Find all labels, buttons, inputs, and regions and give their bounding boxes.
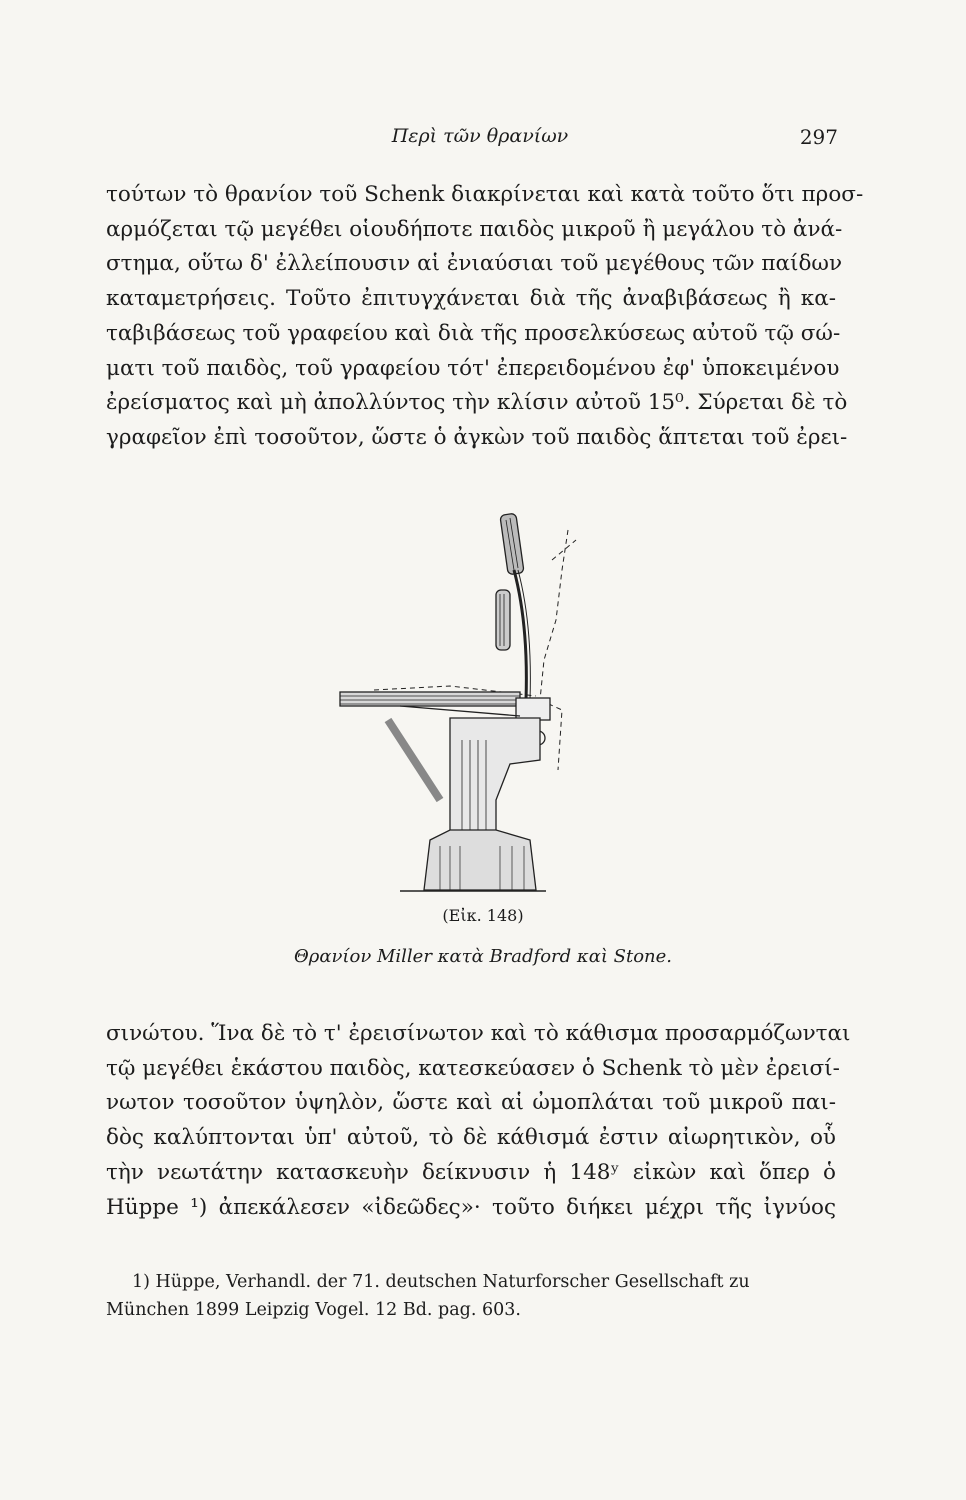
text-line: καταμετρήσεις. Τοῦτο ἐπιτυγχάνεται διὰ τῆς ἀναβιβάσεως ἢ κα- — [106, 286, 836, 312]
text-line: τὴν νεωτάτην κατασκευὴν δείκνυσιν ἡ 148ʸ εἰκὼν καὶ ὅπερ ὁ — [106, 1159, 836, 1185]
school-bench-illustration — [300, 500, 600, 900]
text-line: ματι τοῦ παιδὸς, τοῦ γραφείου τότ' ἐπερειδομένου ἐφ' ὑποκειμένου — [106, 355, 840, 381]
text-line: ἐρείσματος καὶ μὴ ἀπολλύντος τὴν κλίσιν αὐτοῦ 15⁰. Σύρεται δὲ τὸ — [106, 390, 848, 416]
text-line: στημα, οὕτω δ' ἐλλείπουσιν αἱ ἐνιαύσιαι τοῦ μεγέθους τῶν παίδων — [106, 251, 843, 277]
text-line: σινώτου. Ἵνα δὲ τὸ τ' ἐρεισίνωτον καὶ τὸ κάθισμα προσαρμόζωνται — [106, 1021, 851, 1046]
paragraph-2 — [106, 1017, 851, 1225]
figure-label: (Εἰκ. 148) — [442, 906, 524, 925]
text-line: γραφεῖον ἐπὶ τοσοῦτον, ὥστε ὁ ἀγκὼν τοῦ παιδὸς ἅπτεται τοῦ ἐρει- — [106, 424, 848, 450]
text-line: τῷ μεγέθει ἑκάστου παιδὸς, κατεσκεύασεν ὁ Schenk τὸ μὲν ἐρεισί- — [106, 1055, 840, 1081]
page-header — [0, 123, 966, 153]
paragraph-1 — [106, 178, 864, 456]
text-line: Hüppe ¹) ἀπεκάλεσεν «ἰδεῶδες»· τοῦτο διήκει μέχρι τῆς ἰγνύος — [106, 1194, 836, 1220]
figure-caption: Θρανίον Miller κατὰ Bradford καὶ Stone. — [293, 946, 672, 967]
page-number: 297 — [799, 125, 838, 149]
running-title: Περὶ τῶν θρανίων — [391, 125, 569, 147]
text-line: ταβιβάσεως τοῦ γραφείου καὶ διὰ τῆς προσελκύσεως αὐτοῦ τῷ σώ- — [106, 320, 841, 346]
text-line: αρμόζεται τῷ μεγέθει οἱουδήποτε παιδὸς μικροῦ ἢ μεγάλου τὸ ἀνά- — [106, 216, 843, 242]
text-line: δὸς καλύπτονται ὑπ' αὐτοῦ, τὸ δὲ κάθισμά ἐστιν αἰωρητικὸν, οὗ — [106, 1125, 836, 1151]
pedestal — [400, 718, 546, 891]
backrest — [496, 513, 530, 700]
text-line: τούτων τὸ θρανίον τοῦ Schenk διακρίνεται καὶ κατὰ τοῦτο ὅτι προσ- — [106, 182, 864, 207]
footnote — [106, 1268, 838, 1324]
footnote-line: 1) Hüppe, Verhandl. der 71. deutschen Naturforscher Gesellschaft zu — [132, 1272, 750, 1292]
text-line: νωτον τοσοῦτον ὑψηλὸν, ὥστε καὶ αἱ ὠμοπλάται τοῦ μικροῦ παι- — [106, 1090, 836, 1116]
footnote-line: München 1899 Leipzig Vogel. 12 Bd. pag. 603. — [106, 1300, 521, 1320]
